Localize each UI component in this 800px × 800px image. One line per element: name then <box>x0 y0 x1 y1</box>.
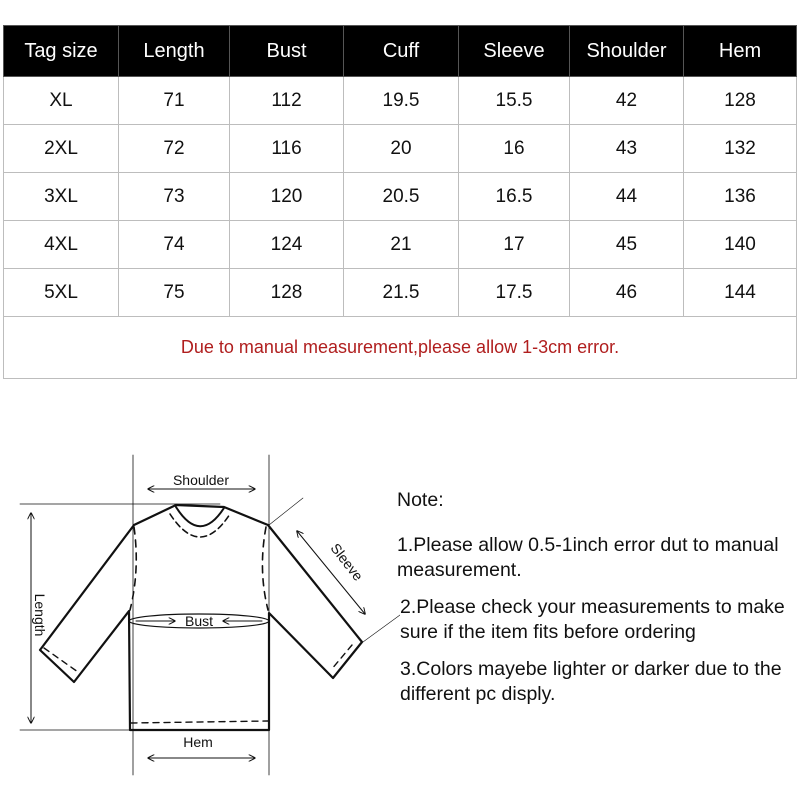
note-item: 2.Please check your measurements to make sure if the item fits before ordering <box>400 596 785 643</box>
notes-section <box>397 488 797 719</box>
cell-shoulder: 46 <box>570 269 684 317</box>
table-row <box>4 269 797 317</box>
cell-sleeve: 16.5 <box>459 173 570 221</box>
header-bust: Bust <box>230 26 344 77</box>
cell-bust: 116 <box>230 125 344 173</box>
cell-cuff: 20 <box>344 125 459 173</box>
table-row <box>4 77 797 125</box>
note-item: 1.Please allow 0.5-1inch error dut to manual measurement. <box>397 534 779 581</box>
cell-cuff: 20.5 <box>344 173 459 221</box>
cell-shoulder: 42 <box>570 77 684 125</box>
cell-size: 4XL <box>4 221 119 269</box>
cell-size: 5XL <box>4 269 119 317</box>
label-bust: Bust <box>184 613 214 629</box>
cell-shoulder: 43 <box>570 125 684 173</box>
header-sleeve: Sleeve <box>459 26 570 77</box>
header-cuff: Cuff <box>344 26 459 77</box>
cell-cuff: 21.5 <box>344 269 459 317</box>
cell-hem: 128 <box>684 77 797 125</box>
table-row <box>4 173 797 221</box>
table-footnote-row <box>4 317 797 379</box>
cell-sleeve: 15.5 <box>459 77 570 125</box>
label-hem: Hem <box>183 734 213 750</box>
table-header-row <box>4 26 797 77</box>
cell-bust: 124 <box>230 221 344 269</box>
header-hem: Hem <box>684 26 797 77</box>
table-row <box>4 221 797 269</box>
label-shoulder: Shoulder <box>172 472 230 488</box>
header-length: Length <box>119 26 230 77</box>
cell-bust: 128 <box>230 269 344 317</box>
measurement-error-note: Due to manual measurement,please allow 1-3cm error. <box>4 317 797 379</box>
cell-shoulder: 44 <box>570 173 684 221</box>
header-tag-size: Tag size <box>4 26 119 77</box>
cell-hem: 140 <box>684 221 797 269</box>
cell-cuff: 21 <box>344 221 459 269</box>
cell-bust: 120 <box>230 173 344 221</box>
header-shoulder: Shoulder <box>570 26 684 77</box>
cell-hem: 144 <box>684 269 797 317</box>
cell-sleeve: 16 <box>459 125 570 173</box>
cell-size: XL <box>4 77 119 125</box>
cell-length: 74 <box>119 221 230 269</box>
cell-length: 72 <box>119 125 230 173</box>
cell-hem: 132 <box>684 125 797 173</box>
sweater-measurement-diagram <box>0 450 400 790</box>
cell-sleeve: 17.5 <box>459 269 570 317</box>
label-sleeve: Sleeve <box>327 540 367 584</box>
cell-length: 71 <box>119 77 230 125</box>
cell-sleeve: 17 <box>459 221 570 269</box>
notes-title: Note: <box>397 489 444 511</box>
table-row <box>4 125 797 173</box>
cell-bust: 112 <box>230 77 344 125</box>
cell-hem: 136 <box>684 173 797 221</box>
cell-length: 73 <box>119 173 230 221</box>
note-item: 3.Colors mayebe lighter or darker due to the different pc disply. <box>400 658 782 705</box>
cell-shoulder: 45 <box>570 221 684 269</box>
label-length: Length <box>32 593 48 637</box>
cell-size: 3XL <box>4 173 119 221</box>
cell-cuff: 19.5 <box>344 77 459 125</box>
cell-size: 2XL <box>4 125 119 173</box>
size-chart-table <box>3 25 797 379</box>
cell-length: 75 <box>119 269 230 317</box>
